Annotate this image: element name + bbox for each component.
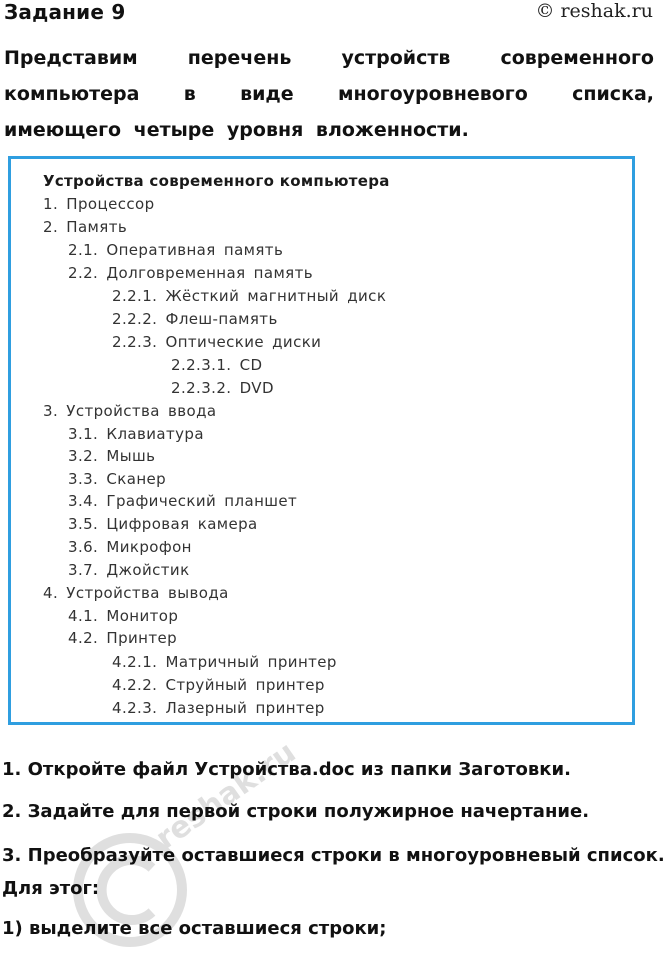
- list-item: 3. Устройства ввода: [43, 402, 217, 420]
- watermark-text: reshak.ru: [149, 734, 303, 857]
- list-item: 4.2. Принтер: [68, 629, 178, 647]
- list-item: 3.7. Джойстик: [68, 561, 190, 579]
- copyright-notice[interactable]: © reshak.ru: [535, 0, 653, 22]
- list-item: 2.2.2. Флеш-память: [112, 310, 278, 328]
- step-select-rows: 1) выделите все оставшиеся строки;: [2, 918, 387, 939]
- step-open-file: 1. Откройте файл Устройства.doc из папки Заготовки.: [2, 759, 571, 780]
- list-item: 2.2. Долговременная память: [68, 264, 313, 282]
- list-item: 2.2.1. Жёсткий магнитный диск: [112, 287, 387, 305]
- list-item: 1. Процессор: [43, 195, 155, 213]
- list-item: 3.3. Сканер: [68, 470, 167, 488]
- task-title: Задание 9: [4, 0, 126, 24]
- list-item: 2.1. Оперативная память: [68, 241, 284, 259]
- list-item: 2.2.3.1. CD: [171, 356, 263, 374]
- list-heading: Устройства современного компьютера: [43, 172, 390, 190]
- list-item: 4.2.2. Струйный принтер: [112, 676, 325, 694]
- list-item: 3.1. Клавиатура: [68, 425, 204, 443]
- list-item: 2.2.3.2. DVD: [171, 379, 274, 397]
- list-item: 4.2.1. Матричный принтер: [112, 653, 337, 671]
- list-item: 3.2. Мышь: [68, 447, 156, 465]
- step-intro: Для этог:: [2, 878, 100, 899]
- intro-paragraph: Представим перечень устройств современного компьютера в виде многоуровневого списка, имеющего четыре уровня вложенности.: [4, 47, 654, 141]
- list-item: 2. Память: [43, 218, 128, 236]
- list-item: 4. Устройства вывода: [43, 584, 229, 602]
- list-item: 3.4. Графический планшет: [68, 492, 298, 510]
- step-bold-first-line: 2. Задайте для первой строки полужирное начертание.: [2, 801, 590, 822]
- list-item: 4.1. Монитор: [68, 607, 179, 625]
- step-convert-list: 3. Преобразуйте оставшиеся строки в многоуровневый список.: [2, 845, 665, 866]
- list-item: 3.6. Микрофон: [68, 538, 192, 556]
- list-item: 4.2.3. Лазерный принтер: [112, 699, 325, 717]
- list-item: 3.5. Цифровая камера: [68, 515, 258, 533]
- list-item: 2.2.3. Оптические диски: [112, 333, 322, 351]
